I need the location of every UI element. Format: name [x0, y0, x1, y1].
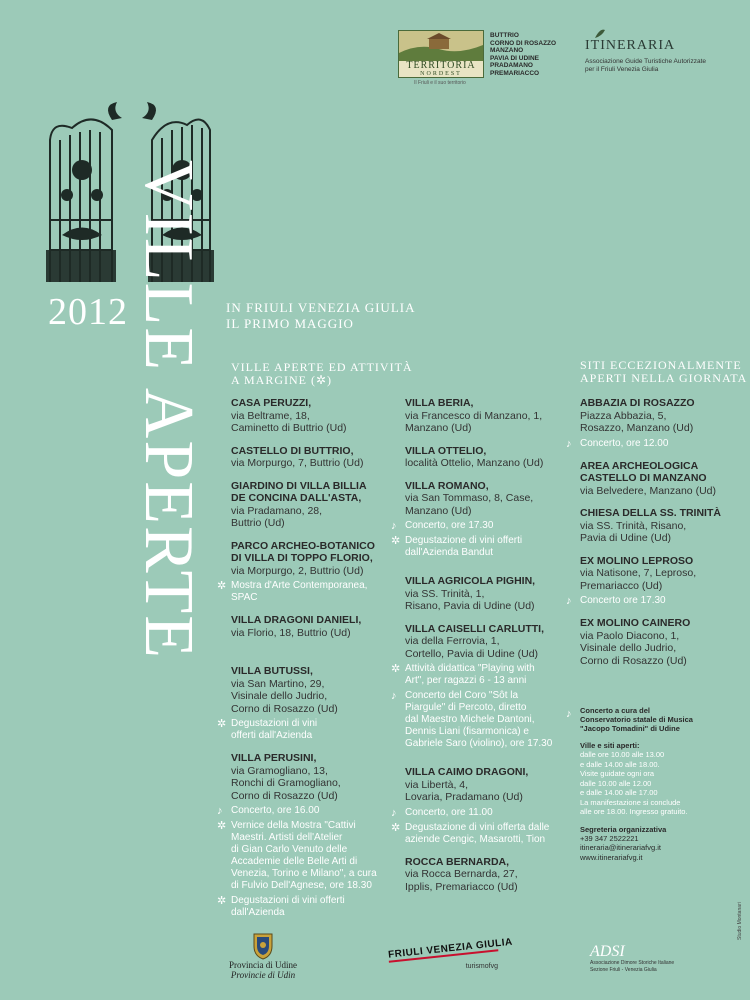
main-title — [128, 160, 208, 661]
venue-name: VILLA PERUSINI, — [231, 752, 317, 764]
venue-address: Corno di Rosazzo (Ud) — [580, 654, 687, 667]
town: MANZANO — [490, 47, 524, 54]
venue-address: via Rocca Bernarda, 27, — [405, 868, 518, 880]
venue-entry — [391, 766, 575, 846]
music-note-icon: ♪ — [566, 595, 572, 607]
event-note-line: Concerto, ore 11.00 — [405, 806, 493, 818]
venue-address: via San Tommaso, 8, Case, — [405, 492, 534, 504]
subtitle-line-2: IL PRIMO MAGGIO — [226, 316, 354, 331]
hours-title: Ville e siti aperti: — [580, 741, 640, 750]
landscape-icon — [399, 31, 483, 61]
venue-name: VILLA OTTELIO, — [405, 444, 487, 457]
hours — [580, 750, 740, 817]
asterisk-icon: ✲ — [217, 820, 227, 832]
venue-address: via Francesco di Manzano, 1, — [405, 409, 543, 422]
music-note-icon: ♪ — [217, 805, 223, 817]
venue-address: Manzano (Ud) — [405, 422, 472, 434]
venue-address: via Libertà, 4, — [405, 778, 469, 791]
concert-note — [580, 706, 740, 733]
hours-line: dalle 10.00 alle 12.00 — [580, 778, 652, 788]
heading-line: A MARGINE (✲) — [231, 373, 333, 387]
venue-name: VILLA BERIA, — [405, 397, 474, 409]
music-note-icon: ♪ — [566, 437, 572, 450]
venue-address: via Gramogliano, 13, — [231, 764, 328, 777]
venue-address: Ronchi di Gramogliano, — [231, 777, 341, 789]
venue-address: Ipplis, Premariacco (Ud) — [405, 880, 518, 893]
venue-address: Rosazzo, Manzano (Ud) — [580, 422, 694, 434]
venue-address: via Natisone, 7, Leproso, — [580, 567, 697, 579]
event-note-line: aziende Cengic, Masarotti, Tion — [405, 833, 546, 845]
venue-entry — [391, 479, 575, 560]
venue-entry — [391, 622, 575, 751]
event-note — [217, 580, 391, 604]
event-note-line: Dennis Liani (fisarmonica) e — [405, 726, 529, 737]
venue-name: CASA PERUZZI, — [231, 397, 312, 409]
fvg-tag: turismofvg — [465, 963, 498, 970]
itineraria-desc — [585, 58, 706, 74]
event-note-line: Vernice della Mostra "Cattivi — [231, 820, 356, 831]
event-note-line: Degustazione di vini offerti — [405, 535, 523, 546]
venue-address: Corno di Rosazzo (Ud) — [231, 789, 338, 802]
siti-heading — [580, 359, 747, 385]
itineraria-name: ITINERARIA — [585, 38, 676, 53]
venue-name: VILLA DRAGONI DANIELI, — [231, 614, 362, 626]
venue-address: via SS. Trinità, Risano, — [580, 519, 687, 532]
venue-entry — [217, 665, 391, 742]
venue-name: CASTELLO DI BUTTRIO, — [231, 444, 354, 457]
heading-line: SITI ECCEZIONALMENTE — [580, 358, 742, 372]
event-note — [391, 806, 575, 819]
event-note-line: SPAC — [231, 592, 258, 603]
heading-line: APERTI NELLA GIORNATA — [580, 371, 748, 385]
event-note-line: Degustazioni di vini offerti — [231, 895, 345, 906]
adsi-logo — [590, 944, 710, 974]
venue-address: Visinale dello Judrio, — [231, 690, 328, 702]
venue-name: VILLA CAIMO DRAGONI, — [405, 766, 529, 778]
event-note-line: Piargule" di Percoto, diretto — [405, 702, 527, 713]
credit-text: Studio Montanari — [737, 902, 743, 940]
event-note-line: Concerto, ore 16.00 — [231, 805, 320, 816]
venue-name: VILLA AGRICOLA PIGHIN, — [405, 575, 536, 587]
venue-name: DE CONCINA DALL'ASTA, — [231, 492, 362, 504]
venue-name: VILLA ROMANO, — [405, 479, 489, 492]
venue-name: AREA ARCHEOLOGICA — [580, 459, 699, 472]
territoria-name: TERRITORIA — [406, 60, 476, 71]
venue-address: Cortello, Pavia di Udine (Ud) — [405, 647, 539, 660]
event-note-line: Concerto, ore 17.30 — [405, 520, 494, 531]
event-note-line: dal Maestro Michele Dantoni, — [405, 714, 535, 725]
event-note-line: Gabriele Saro (violino), ore 17.30 — [405, 738, 553, 749]
venue-name: ROCCA BERNARDA, — [405, 855, 510, 868]
venue-name: VILLA CAISELLI CARLUTTI, — [405, 622, 545, 635]
town: BUTTRIO — [490, 32, 519, 39]
venue-name: CHIESA DELLA SS. TRINITÀ — [580, 507, 721, 519]
info-block — [566, 706, 740, 862]
venue-address: via Morpurgo, 2, Buttrio (Ud) — [231, 564, 364, 577]
event-note-line: dall'Azienda — [231, 907, 285, 918]
venue-address: Piazza Abbazia, 5, — [580, 409, 667, 422]
venue-address: via Pradamano, 28, — [231, 504, 323, 517]
event-note — [391, 520, 575, 532]
venue-address: via SS. Trinità, 1, — [405, 587, 485, 600]
venue-address: Buttrio (Ud) — [231, 517, 285, 529]
event-note-line: Degustazioni di vini — [231, 718, 318, 729]
venue-address: Visinale dello Judrio, — [580, 642, 677, 654]
music-note-icon: ♪ — [391, 806, 397, 819]
hours-line: e dalle 14.00 alle 17.00 — [580, 788, 658, 797]
venue-entry — [405, 445, 575, 470]
venue-address: via della Ferrovia, 1, — [405, 635, 500, 647]
venue-address: via Beltrame, 18, — [231, 409, 310, 422]
venue-entry — [405, 856, 575, 894]
column-siti — [566, 397, 740, 677]
venue-entry — [566, 397, 740, 450]
provincia-logo — [228, 930, 298, 980]
event-note-line: di Fulvio Dell'Agnese, ore 18.30 — [231, 880, 372, 891]
fvg-name: FRIULI VENEZIA GIULIA — [387, 936, 514, 961]
venue-entry — [405, 575, 575, 613]
venue-address: Premariacco (Ud) — [580, 579, 663, 592]
venue-name: CASTELLO DI MANZANO — [580, 472, 707, 484]
music-note-icon: ♪ — [391, 690, 397, 702]
venue-entry — [231, 397, 391, 435]
venue-address: Lovaria, Pradamano (Ud) — [405, 791, 523, 803]
event-note — [391, 821, 575, 846]
venue-name: EX MOLINO CAINERO — [580, 617, 691, 629]
event-note — [391, 690, 575, 750]
concert-note-line: Conservatorio statale di Musica — [580, 715, 693, 724]
venue-entry — [231, 445, 391, 470]
ville-aperte-heading — [231, 361, 413, 387]
adsi-name: ADSI — [590, 943, 625, 960]
venue-entry — [217, 539, 391, 605]
hours-line: alle ore 18.00. Ingresso gratuito. — [580, 807, 688, 816]
secretary — [580, 834, 740, 863]
provincia-name-friulian: Provincie di Udin — [230, 970, 296, 980]
music-note-icon: ♪ — [391, 520, 397, 532]
event-note — [391, 663, 575, 687]
town: PREMARIACCO — [490, 69, 540, 77]
coat-of-arms-icon — [251, 930, 275, 960]
hours-line: La manifestazione si conclude — [580, 797, 681, 807]
venue-name: DI VILLA DI TOPPO FLORIO, — [231, 552, 373, 564]
asterisk-icon: ✲ — [217, 718, 227, 730]
event-note-line: Concerto ore 17.30 — [580, 595, 666, 606]
asterisk-icon: ✲ — [391, 821, 401, 834]
event-note-line: di Gian Carlo Venuto delle — [231, 844, 348, 855]
asterisk-icon: ✲ — [217, 895, 227, 907]
venue-address: via Paolo Diacono, 1, — [580, 629, 680, 642]
provincia-name: Provincia di Udine — [229, 960, 297, 970]
concert-note-line: "Jacopo Tomadini" di Udine — [580, 724, 680, 733]
venue-entry — [231, 480, 391, 530]
event-note-line: Art", per ragazzi 6 - 13 anni — [405, 675, 527, 686]
event-note — [566, 437, 740, 450]
adsi-line: Associazione Dimore Storiche Italiane — [590, 960, 675, 966]
venue-address: Pavia di Udine (Ud) — [580, 532, 672, 544]
venue-entry — [580, 617, 740, 667]
territoria-logo — [398, 30, 484, 78]
venue-address: via Belvedere, Manzano (Ud) — [580, 484, 716, 497]
town: CORNO DI ROSAZZO — [490, 39, 557, 47]
venue-name: GIARDINO DI VILLA BILLIA — [231, 479, 367, 492]
fvg-logo — [387, 936, 514, 970]
venue-name: VILLA BUTUSSI, — [231, 665, 313, 677]
venue-address: Caminetto di Buttrio (Ud) — [231, 422, 347, 434]
event-note-line: offerti dall'Azienda — [231, 730, 313, 741]
town: PAVIA DI UDINE — [490, 54, 539, 62]
main-title-text: VILLE APERTE — [130, 160, 207, 661]
event-note-line: Mostra d'Arte Contemporanea, — [231, 580, 368, 591]
venue-entry — [580, 507, 740, 545]
secretary-title: Segreteria organizzativa — [580, 824, 667, 834]
itineraria-desc-line: Associazione Guide Turistiche Autorizzate — [585, 58, 707, 65]
towns-list — [490, 32, 556, 77]
event-note-line: Concerto, ore 12.00 — [580, 437, 669, 449]
year: 2012 — [48, 291, 128, 333]
event-note-line: Attività didattica "Playing with — [405, 663, 535, 674]
event-note-line: dall'Azienda Bandut — [405, 547, 494, 558]
website-link[interactable]: www.itinerariafvg.it — [580, 852, 643, 862]
hours-line: dalle ore 10.00 alle 13.00 — [580, 750, 665, 759]
town: PRADAMANO — [490, 62, 533, 69]
event-note — [391, 535, 575, 559]
event-note-line: Degustazione di vini offerta dalle — [405, 821, 550, 833]
event-note — [217, 805, 391, 817]
venue-address: località Ottelio, Manzano (Ud) — [405, 457, 544, 469]
venue-entry — [566, 554, 740, 608]
event-note-line: Concerto del Coro "Sôt la — [405, 690, 519, 701]
hours-line: e dalle 14.00 alle 18.00. — [580, 759, 660, 769]
venue-address: via Florio, 18, Buttrio (Ud) — [231, 626, 351, 639]
venue-name: ABBAZIA DI ROSAZZO — [580, 397, 695, 409]
phone[interactable]: +39 347 2522221 — [580, 833, 639, 843]
venue-address: via Morpurgo, 7, Buttrio (Ud) — [231, 457, 364, 469]
hours-line: Visite guidate ogni ora — [580, 769, 655, 778]
asterisk-icon: ✲ — [391, 663, 401, 675]
venue-name: EX MOLINO LEPROSO — [580, 554, 694, 567]
music-note-icon: ♪ — [566, 708, 572, 720]
concert-note-line: Concerto a cura del — [580, 706, 651, 715]
venue-entry — [580, 460, 740, 498]
email-link[interactable]: itineraria@itinerariafvg.it — [580, 843, 661, 852]
event-note — [566, 595, 740, 607]
subtitle — [226, 300, 415, 332]
venue-address: Corno di Rosazzo (Ud) — [231, 702, 338, 715]
event-note-line: Maestri. Artisti dell'Atelier — [231, 832, 343, 843]
territoria-sub: NORDEST — [420, 71, 462, 77]
event-note — [217, 820, 391, 892]
territoria-caption: Il Friuli e il suo territorio — [414, 80, 466, 86]
asterisk-icon: ✲ — [217, 580, 227, 592]
venue-address: Manzano (Ud) — [405, 504, 472, 517]
column-ville-2 — [391, 397, 575, 903]
venue-name: PARCO ARCHEO-BOTANICO — [231, 539, 375, 552]
venue-entry — [231, 614, 391, 639]
venue-entry — [217, 752, 391, 919]
subtitle-line-1: IN FRIULI VENEZIA GIULIA — [226, 300, 416, 315]
event-note — [217, 718, 391, 742]
heading-line: VILLE APERTE ED ATTIVITÀ — [231, 360, 413, 374]
event-note-line: Accademie delle Belle Arti di — [231, 856, 358, 867]
credit — [728, 900, 743, 940]
itineraria-desc-line: per il Friuli Venezia Giulia — [585, 66, 659, 73]
column-ville-1 — [217, 397, 391, 929]
event-note — [217, 895, 391, 919]
event-note-line: Venezia, Torino e Milano", a cura — [231, 868, 377, 879]
venue-address: Risano, Pavia di Udine (Ud) — [405, 600, 535, 612]
venue-entry — [405, 397, 575, 435]
asterisk-icon: ✲ — [391, 535, 401, 547]
venue-address: via San Martino, 29, — [231, 677, 325, 690]
adsi-line: Sezione Friuli - Venezia Giulia — [590, 967, 657, 973]
